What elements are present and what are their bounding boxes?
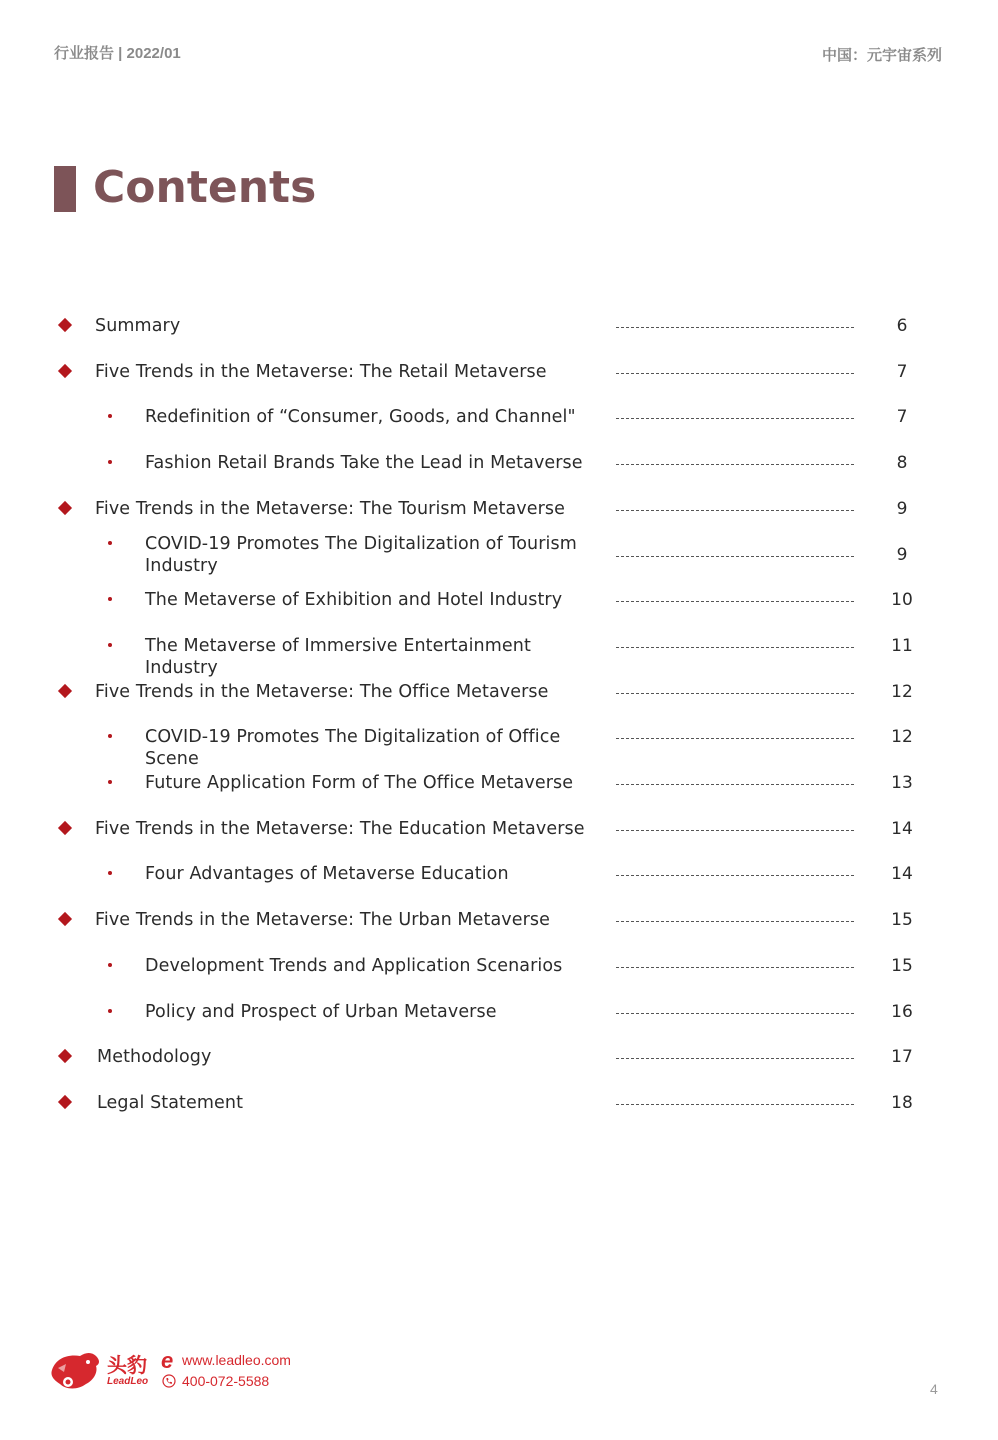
diamond-bullet-icon <box>58 318 72 332</box>
toc-label: Summary <box>95 316 181 336</box>
toc-page-number: 10 <box>891 590 913 610</box>
leopard-logo-icon <box>50 1350 102 1392</box>
toc-page-number: 7 <box>896 362 908 382</box>
toc-page-number: 9 <box>896 499 908 519</box>
dot-bullet-icon <box>108 780 112 784</box>
dotted-leader <box>616 1058 854 1059</box>
toc-label: Four Advantages of Metaverse Education <box>145 864 509 884</box>
dotted-leader <box>616 510 854 511</box>
toc-page-number: 6 <box>896 316 908 336</box>
toc-label: Five Trends in the Metaverse: The Retail Metaverse <box>95 362 547 382</box>
dotted-leader <box>616 693 854 694</box>
toc-page-number: 18 <box>891 1093 913 1113</box>
toc-entry[interactable] <box>0 1033 998 1079</box>
brand-name-cn: 头豹 <box>107 1353 147 1377</box>
dotted-leader <box>616 830 854 831</box>
dotted-leader <box>616 784 854 785</box>
dotted-leader <box>616 464 854 465</box>
dotted-leader <box>616 373 854 374</box>
dot-bullet-icon <box>108 734 112 738</box>
dotted-leader <box>616 921 854 922</box>
toc-page-number: 14 <box>891 864 913 884</box>
dot-bullet-icon <box>108 460 112 464</box>
toc-label: Five Trends in the Metaverse: The Office Metaverse <box>95 682 549 702</box>
toc-page-number: 9 <box>896 545 908 565</box>
dot-bullet-icon <box>108 871 112 875</box>
diamond-bullet-icon <box>58 684 72 698</box>
toc-label: Redefinition of “Consumer, Goods, and Channel" <box>145 407 576 427</box>
dot-bullet-icon <box>108 1009 112 1013</box>
toc-label: The Metaverse of Exhibition and Hotel Industry <box>145 590 563 610</box>
toc-entry[interactable] <box>0 668 998 714</box>
title-accent-bar <box>54 166 76 212</box>
toc-subentry[interactable] <box>0 576 998 622</box>
phone-icon <box>162 1374 176 1388</box>
diamond-bullet-icon <box>58 364 72 378</box>
dotted-leader <box>616 738 854 739</box>
toc-page-number: 11 <box>891 636 913 656</box>
dotted-leader <box>616 647 854 648</box>
toc-label: Policy and Prospect of Urban Metaverse <box>145 1002 497 1022</box>
toc-page-number: 12 <box>891 727 913 747</box>
dotted-leader <box>616 327 854 328</box>
toc-subentry[interactable] <box>0 713 998 769</box>
dotted-leader <box>616 1013 854 1014</box>
dotted-leader <box>616 601 854 602</box>
diamond-bullet-icon <box>58 1049 72 1063</box>
toc-entry[interactable] <box>0 302 998 348</box>
brand-e-mark: e <box>161 1348 174 1373</box>
toc-subentry[interactable] <box>0 850 998 896</box>
toc-subentry[interactable] <box>0 759 998 805</box>
dot-bullet-icon <box>108 414 112 418</box>
dotted-leader <box>616 875 854 876</box>
dot-bullet-icon <box>108 597 112 601</box>
toc-entry[interactable] <box>0 805 998 851</box>
toc-label: Methodology <box>97 1047 212 1067</box>
toc-label: Five Trends in the Metaverse: The Tourism Metaverse <box>95 499 565 519</box>
brand-name-en: LeadLeo <box>107 1376 149 1387</box>
page-number: 4 <box>930 1381 938 1397</box>
dotted-leader <box>616 1104 854 1105</box>
toc-page-number: 16 <box>891 1002 913 1022</box>
diamond-bullet-icon <box>58 912 72 926</box>
toc-page-number: 8 <box>896 453 908 473</box>
toc-label: Five Trends in the Metaverse: The Education Metaverse <box>95 819 585 839</box>
toc-page-number: 13 <box>891 773 913 793</box>
toc-page-number: 7 <box>896 407 908 427</box>
dot-bullet-icon <box>108 541 112 545</box>
toc-subentry[interactable] <box>0 988 998 1034</box>
page-title: Contents <box>93 162 317 213</box>
dotted-leader <box>616 556 854 557</box>
toc-label: The Metaverse of Immersive Entertainment Industry <box>145 636 531 678</box>
toc-page-number: 15 <box>891 956 913 976</box>
toc-entry[interactable] <box>0 896 998 942</box>
website-link[interactable]: www.leadleo.com <box>182 1352 291 1368</box>
dot-bullet-icon <box>108 643 112 647</box>
phone-number: 400-072-5588 <box>182 1373 270 1389</box>
diamond-bullet-icon <box>58 1095 72 1109</box>
dotted-leader <box>616 967 854 968</box>
dotted-leader <box>616 418 854 419</box>
diamond-bullet-icon <box>58 821 72 835</box>
toc-subentry[interactable] <box>0 942 998 988</box>
toc-page-number: 12 <box>891 682 913 702</box>
footer-logo <box>50 1348 300 1396</box>
toc-page-number: 17 <box>891 1047 913 1067</box>
toc-entry[interactable] <box>0 1079 998 1125</box>
toc-label: Legal Statement <box>97 1093 244 1113</box>
header-right: 中国：元宇宙系列 <box>821 47 942 64</box>
toc-entry[interactable] <box>0 485 998 531</box>
toc-subentry[interactable] <box>0 393 998 439</box>
toc-subentry[interactable] <box>0 439 998 485</box>
toc-label: COVID-19 Promotes The Digitalization of Tourism Industry <box>145 534 577 576</box>
toc-subentry[interactable] <box>0 622 998 678</box>
toc-subentry[interactable] <box>0 531 998 577</box>
dot-bullet-icon <box>108 963 112 967</box>
toc-page-number: 14 <box>891 819 913 839</box>
toc-page-number: 15 <box>891 910 913 930</box>
toc-label: COVID-19 Promotes The Digitalization of Office Scene <box>145 727 561 769</box>
header-left: 行业报告 | 2022/01 <box>54 45 181 62</box>
toc-entry[interactable] <box>0 348 998 394</box>
toc-label: Fashion Retail Brands Take the Lead in Metaverse <box>145 453 583 473</box>
toc-label: Five Trends in the Metaverse: The Urban Metaverse <box>95 910 550 930</box>
toc-label: Development Trends and Application Scenarios <box>145 956 563 976</box>
toc-label: Future Application Form of The Office Metaverse <box>145 773 574 793</box>
diamond-bullet-icon <box>58 501 72 515</box>
